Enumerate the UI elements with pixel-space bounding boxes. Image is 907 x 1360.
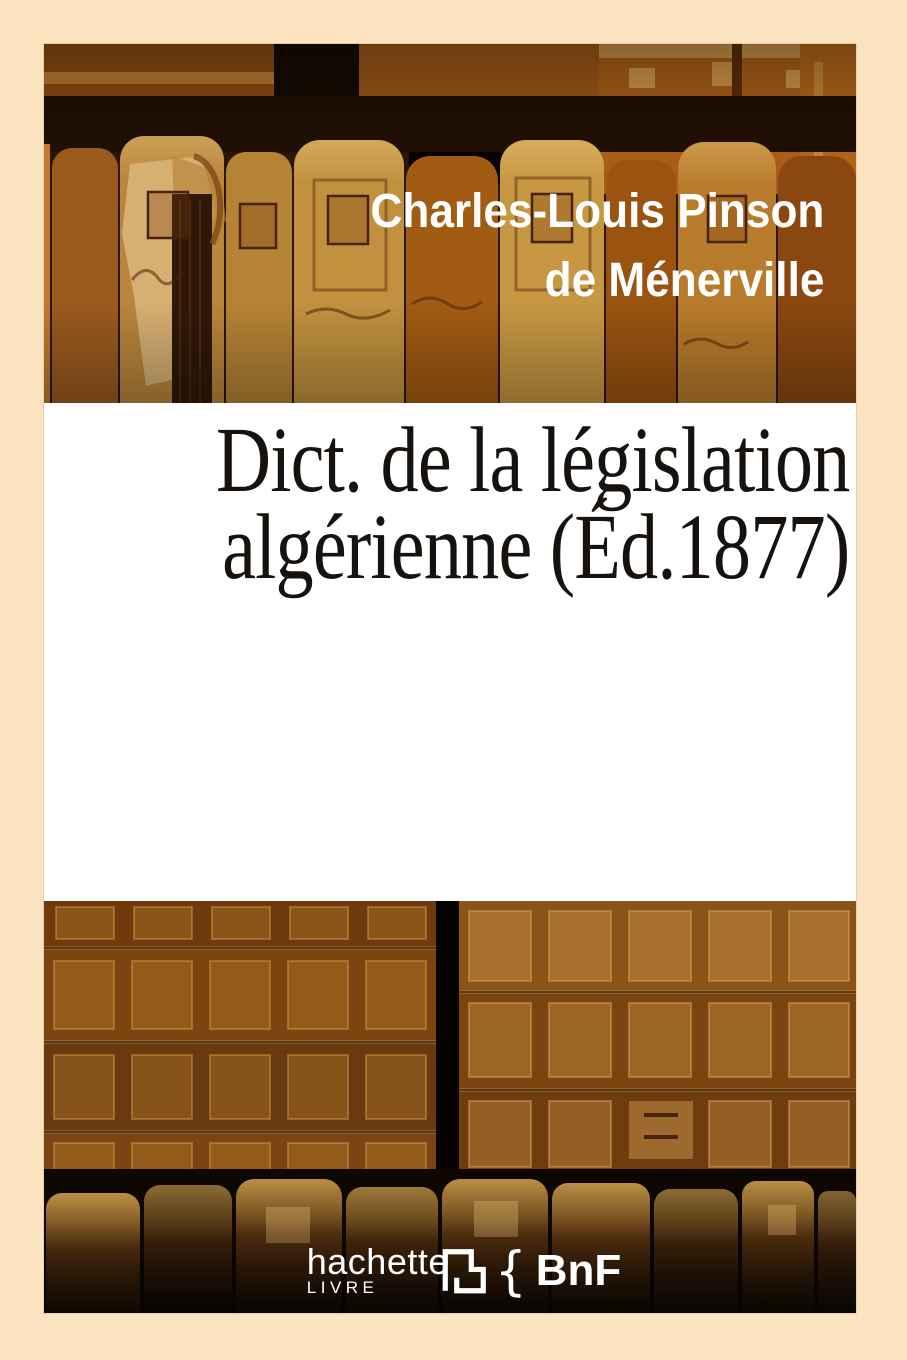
bnf-brace-icon: { — [494, 1240, 527, 1302]
hachette-monogram-icon — [306, 1240, 621, 1302]
author-line-2: de Ménerville — [544, 254, 824, 307]
title-line-2: algérienne (Éd.1877) — [222, 496, 850, 599]
hachette-wordmark: hachette — [306, 1241, 449, 1282]
hachette-livre-logo — [306, 1241, 449, 1297]
book-title — [190, 403, 856, 599]
author-name — [370, 177, 824, 315]
author-line-1: Charles-Louis Pinson — [370, 185, 824, 238]
old-books-photo-bottom — [44, 901, 856, 1313]
title-line-1: Dict. de la législation — [216, 409, 850, 512]
title-band — [44, 403, 856, 901]
bnf-wordmark: BnF — [535, 1246, 622, 1295]
publisher-logos — [306, 1240, 622, 1302]
old-books-photo-top — [44, 44, 856, 403]
hachette-livre-label: LIVRE — [306, 1278, 379, 1297]
book-cover — [44, 44, 856, 1313]
